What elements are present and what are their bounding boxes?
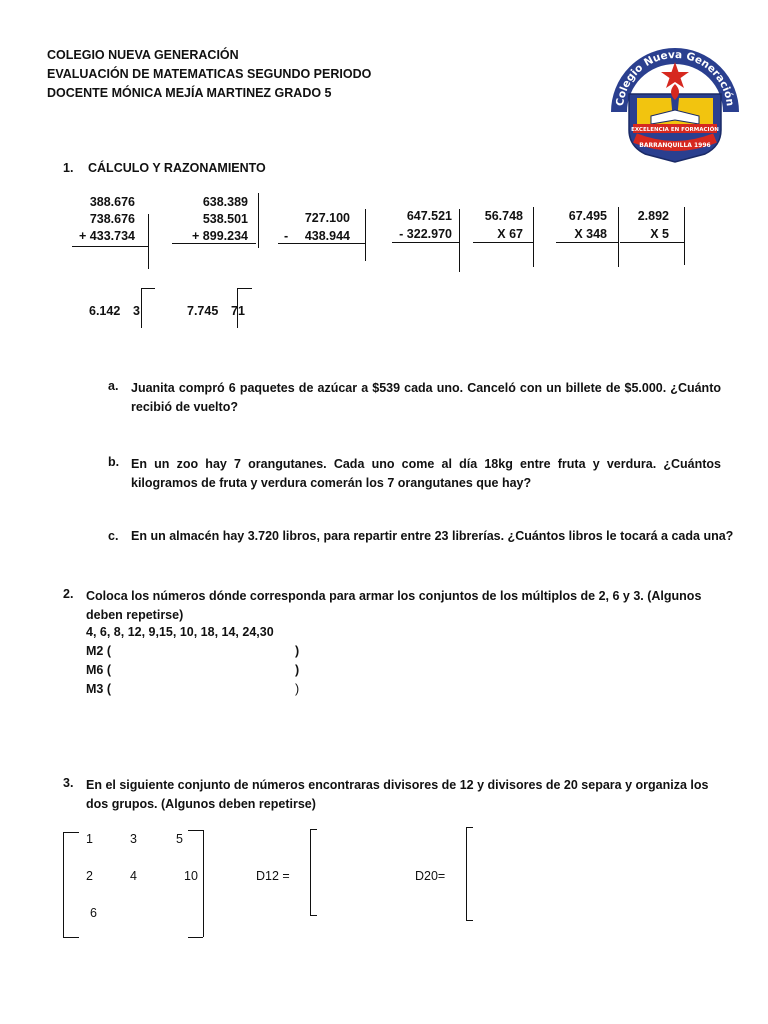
problem-b-text: En un zoo hay 7 orangutanes. Cada uno come al día 18kg entre fruta y verdura. ¿Cuántos kilogramos de fruta y verdura comerán los 7 orangutanes que hay? bbox=[131, 457, 721, 490]
section2-text: Coloca los números dónde corresponda para armar los conjuntos de los múltiplos de 2, 6 y 3. (Algunos deben repetirse) bbox=[86, 589, 702, 622]
mul2-line2: X 348 bbox=[574, 227, 607, 241]
set-m3-close: ) bbox=[295, 682, 300, 696]
matrix-item: 5 bbox=[176, 832, 183, 846]
problem-c-letter: c. bbox=[108, 529, 119, 543]
problem-a-text: Juanita compró 6 paquetes de azúcar a $539 cada uno. Canceló con un billete de $5.000. ¿Cuánto recibió de vuelto? bbox=[131, 381, 721, 414]
mul1-line2: X 67 bbox=[497, 227, 523, 241]
sum2-line1: 638.389 bbox=[202, 195, 248, 209]
logo-banner-text: EXCELENCIA EN FORMACIÓN bbox=[631, 127, 719, 133]
matrix-item: 4 bbox=[130, 869, 137, 883]
sum2-line2: 538.501 bbox=[202, 212, 248, 226]
section2-numbers: 4, 6, 8, 12, 9,15, 10, 18, 14, 24,30 bbox=[86, 625, 274, 639]
mul2-result-line bbox=[556, 242, 618, 243]
div2-divisor: 71 bbox=[231, 304, 245, 318]
problem-c-text: En un almacén hay 3.720 libros, para repartir entre 23 librerías. ¿Cuántos libros le tocará a cada una? bbox=[131, 529, 734, 543]
d20-bracket-bottom bbox=[466, 920, 473, 921]
logo-bottom-text: BARRANQUILLA 1996 bbox=[639, 142, 711, 149]
d12-bracket-bottom bbox=[310, 915, 317, 916]
school-name: COLEGIO NUEVA GENERACIÓN bbox=[47, 48, 239, 62]
div1-dividend: 6.142 bbox=[89, 304, 121, 318]
section2-number: 2. bbox=[63, 587, 74, 601]
div2-dividend: 7.745 bbox=[187, 304, 219, 318]
set-m6-label: M6 ( bbox=[86, 663, 111, 677]
mul1-result-line bbox=[473, 242, 533, 243]
sub1-line2: 438.944 bbox=[304, 229, 350, 243]
school-logo bbox=[605, 36, 745, 164]
sub1-divider bbox=[365, 209, 366, 261]
section3-text: En el siguiente conjunto de números encontraras divisores de 12 y divisores de 20 separa y organiza los dos grupos. (Algunos deben repetirse) bbox=[86, 778, 709, 811]
matrix-item: 10 bbox=[184, 869, 198, 883]
d12-bracket bbox=[310, 829, 311, 915]
sum1-line2: 738.676 bbox=[89, 212, 135, 226]
set-m2-close: ) bbox=[295, 644, 300, 658]
sub2-line1: 647.521 bbox=[406, 209, 452, 223]
mul2-divider bbox=[618, 207, 619, 267]
sum2-divider bbox=[258, 193, 259, 248]
sub1-result-line bbox=[278, 243, 365, 244]
sum1-line1: 388.676 bbox=[89, 195, 135, 209]
sum2-result-line bbox=[172, 243, 256, 244]
div1-divisor: 3 bbox=[133, 304, 140, 318]
teacher-grade: DOCENTE MÓNICA MEJÍA MARTINEZ GRADO 5 bbox=[47, 86, 332, 100]
section1-number: 1. bbox=[63, 161, 74, 175]
d20-label: D20= bbox=[415, 869, 446, 883]
mul1-line1: 56.748 bbox=[484, 209, 523, 223]
set-m2-label: M2 ( bbox=[86, 644, 111, 658]
logo-arc-text: Colegio Nueva Generación bbox=[614, 48, 736, 107]
sum2-line3: + 899.234 bbox=[192, 229, 248, 243]
d12-bracket-top bbox=[310, 829, 317, 830]
matrix-item: 6 bbox=[90, 906, 97, 920]
d12-label: D12 = bbox=[256, 869, 290, 883]
section1-title: CÁLCULO Y RAZONAMIENTO bbox=[88, 161, 266, 175]
sub1-sign: - bbox=[284, 229, 289, 243]
set-m6-close: ) bbox=[295, 663, 300, 677]
div2-bracket-horizontal bbox=[237, 288, 252, 289]
d20-bracket bbox=[466, 827, 467, 920]
sum1-result-line bbox=[72, 246, 148, 247]
matrix-right-bracket bbox=[203, 830, 204, 937]
problem-a-letter: a. bbox=[108, 379, 119, 393]
sub1-line1: 727.100 bbox=[304, 211, 350, 225]
mul3-divider bbox=[684, 207, 685, 265]
sum1-line3: + 433.734 bbox=[79, 229, 135, 243]
div2-bracket-vertical bbox=[237, 288, 238, 328]
div1-bracket-vertical bbox=[141, 288, 142, 328]
sub2-divider bbox=[459, 209, 460, 272]
div1-bracket-horizontal bbox=[141, 288, 155, 289]
mul2-line1: 67.495 bbox=[568, 209, 607, 223]
mul3-line2: X 5 bbox=[650, 227, 669, 241]
matrix-right-bracket-bottom bbox=[188, 937, 203, 938]
matrix-item: 2 bbox=[86, 869, 93, 883]
mul3-result-line bbox=[620, 242, 684, 243]
matrix-item: 3 bbox=[130, 832, 137, 846]
evaluation-title: EVALUACIÓN DE MATEMATICAS SEGUNDO PERIODO bbox=[47, 67, 372, 81]
d20-bracket-top bbox=[466, 827, 473, 828]
section3-number: 3. bbox=[63, 776, 74, 790]
mul1-divider bbox=[533, 207, 534, 267]
sub2-line2: - 322.970 bbox=[399, 227, 452, 241]
set-m3-label: M3 ( bbox=[86, 682, 111, 696]
problem-b-letter: b. bbox=[108, 455, 120, 469]
sub2-result-line bbox=[392, 242, 459, 243]
matrix-right-bracket-top bbox=[188, 830, 203, 831]
matrix-left-bracket-top bbox=[63, 832, 79, 833]
matrix-left-bracket-bottom bbox=[63, 937, 79, 938]
matrix-item: 1 bbox=[86, 832, 93, 846]
matrix-left-bracket bbox=[63, 832, 64, 937]
mul3-line1: 2.892 bbox=[637, 209, 669, 223]
sum1-divider bbox=[148, 214, 149, 269]
